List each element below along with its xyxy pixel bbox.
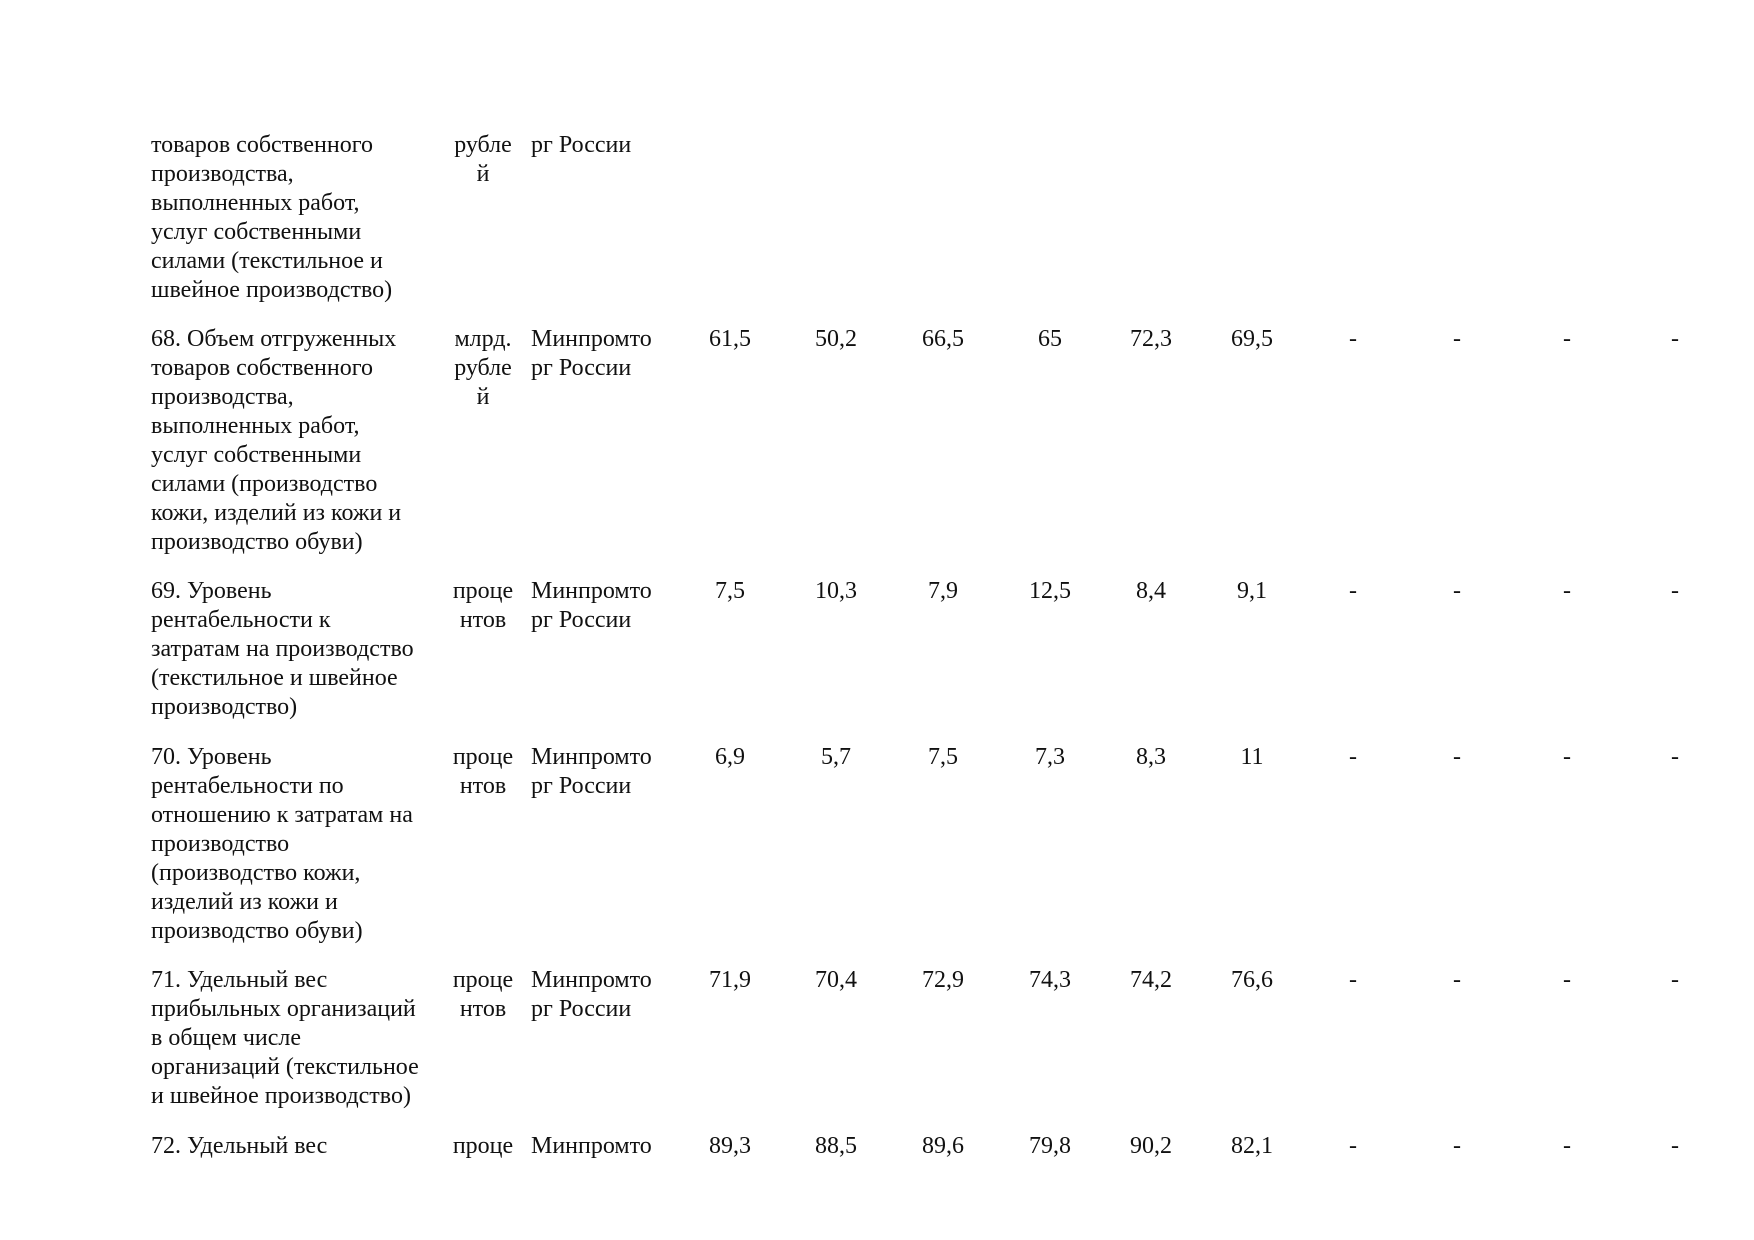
value-cell: 6,9 — [715, 744, 745, 770]
value-cell: 88,5 — [815, 1133, 857, 1159]
value-cell: - — [1453, 578, 1461, 604]
value-cell: - — [1671, 1133, 1679, 1159]
value-cell: 69,5 — [1231, 326, 1273, 352]
value-cell: 90,2 — [1130, 1133, 1172, 1159]
value-cell: 9,1 — [1237, 578, 1267, 604]
unit-of-measure: рубле й — [454, 132, 512, 187]
unit-of-measure: проце нтов — [452, 967, 514, 1022]
value-cell: - — [1563, 744, 1571, 770]
indicator-name: 68. Объем отгруженных товаров собственного производства, выполненных работ, услуг собственными силами (производство кожи, изделий из кожи и производство обуви) — [151, 326, 402, 555]
indicator-name: 70. Уровень рентабельности по отношению к затратам на производство (производство кожи, изделий из кожи и производство обуви) — [151, 744, 413, 944]
value-cell: 5,7 — [821, 744, 851, 770]
value-cell: 72,9 — [922, 967, 964, 993]
responsible-body: Минпромто рг России — [531, 967, 652, 1022]
value-cell: - — [1563, 578, 1571, 604]
value-cell: - — [1453, 326, 1461, 352]
value-cell: 7,9 — [928, 578, 958, 604]
value-cell: 79,8 — [1029, 1133, 1071, 1159]
value-cell: 50,2 — [815, 326, 857, 352]
value-cell: - — [1563, 326, 1571, 352]
value-cell: 12,5 — [1029, 578, 1071, 604]
value-cell: 7,5 — [715, 578, 745, 604]
indicator-name: товаров собственного производства, выполненных работ, услуг собственными силами (текстильное и швейное производство) — [151, 132, 393, 303]
unit-of-measure: проце нтов — [452, 744, 514, 799]
value-cell: - — [1671, 744, 1679, 770]
value-cell: 72,3 — [1130, 326, 1172, 352]
value-cell: - — [1453, 1133, 1461, 1159]
indicator-name: 71. Удельный вес прибыльных организаций в общем числе организаций (текстильное и швейное производство) — [151, 967, 419, 1109]
value-cell: 8,4 — [1136, 578, 1166, 604]
responsible-body: Минпромто — [531, 1133, 652, 1159]
value-cell: 82,1 — [1231, 1133, 1273, 1159]
value-cell: 61,5 — [709, 326, 751, 352]
value-cell: - — [1453, 967, 1461, 993]
value-cell: 65 — [1038, 326, 1062, 352]
value-cell: 89,3 — [709, 1133, 751, 1159]
value-cell: - — [1563, 967, 1571, 993]
value-cell: 74,3 — [1029, 967, 1071, 993]
value-cell: 74,2 — [1130, 967, 1172, 993]
value-cell: - — [1349, 326, 1357, 352]
value-cell: 11 — [1240, 744, 1264, 770]
responsible-body: Минпромто рг России — [531, 326, 652, 381]
unit-of-measure: проце — [452, 1133, 514, 1159]
value-cell: - — [1671, 967, 1679, 993]
value-cell: 66,5 — [922, 326, 964, 352]
value-cell: - — [1349, 578, 1357, 604]
value-cell: 8,3 — [1136, 744, 1166, 770]
value-cell: - — [1671, 326, 1679, 352]
indicator-name: 72. Удельный вес — [151, 1133, 328, 1159]
value-cell: - — [1453, 744, 1461, 770]
value-cell: 71,9 — [709, 967, 751, 993]
value-cell: 10,3 — [815, 578, 857, 604]
indicator-name: 69. Уровень рентабельности к затратам на производство (текстильное и швейное производство) — [151, 578, 414, 720]
value-cell: 89,6 — [922, 1133, 964, 1159]
value-cell: 76,6 — [1231, 967, 1273, 993]
responsible-body: Минпромто рг России — [531, 578, 652, 633]
unit-of-measure: млрд. рубле й — [454, 326, 512, 410]
value-cell: - — [1349, 1133, 1357, 1159]
value-cell: 70,4 — [815, 967, 857, 993]
value-cell: 7,5 — [928, 744, 958, 770]
responsible-body: Минпромто рг России — [531, 744, 652, 799]
value-cell: - — [1349, 967, 1357, 993]
value-cell: - — [1563, 1133, 1571, 1159]
value-cell: - — [1349, 744, 1357, 770]
value-cell: 7,3 — [1035, 744, 1065, 770]
responsible-body: рг России — [531, 132, 632, 158]
unit-of-measure: проце нтов — [452, 578, 514, 633]
value-cell: - — [1671, 578, 1679, 604]
